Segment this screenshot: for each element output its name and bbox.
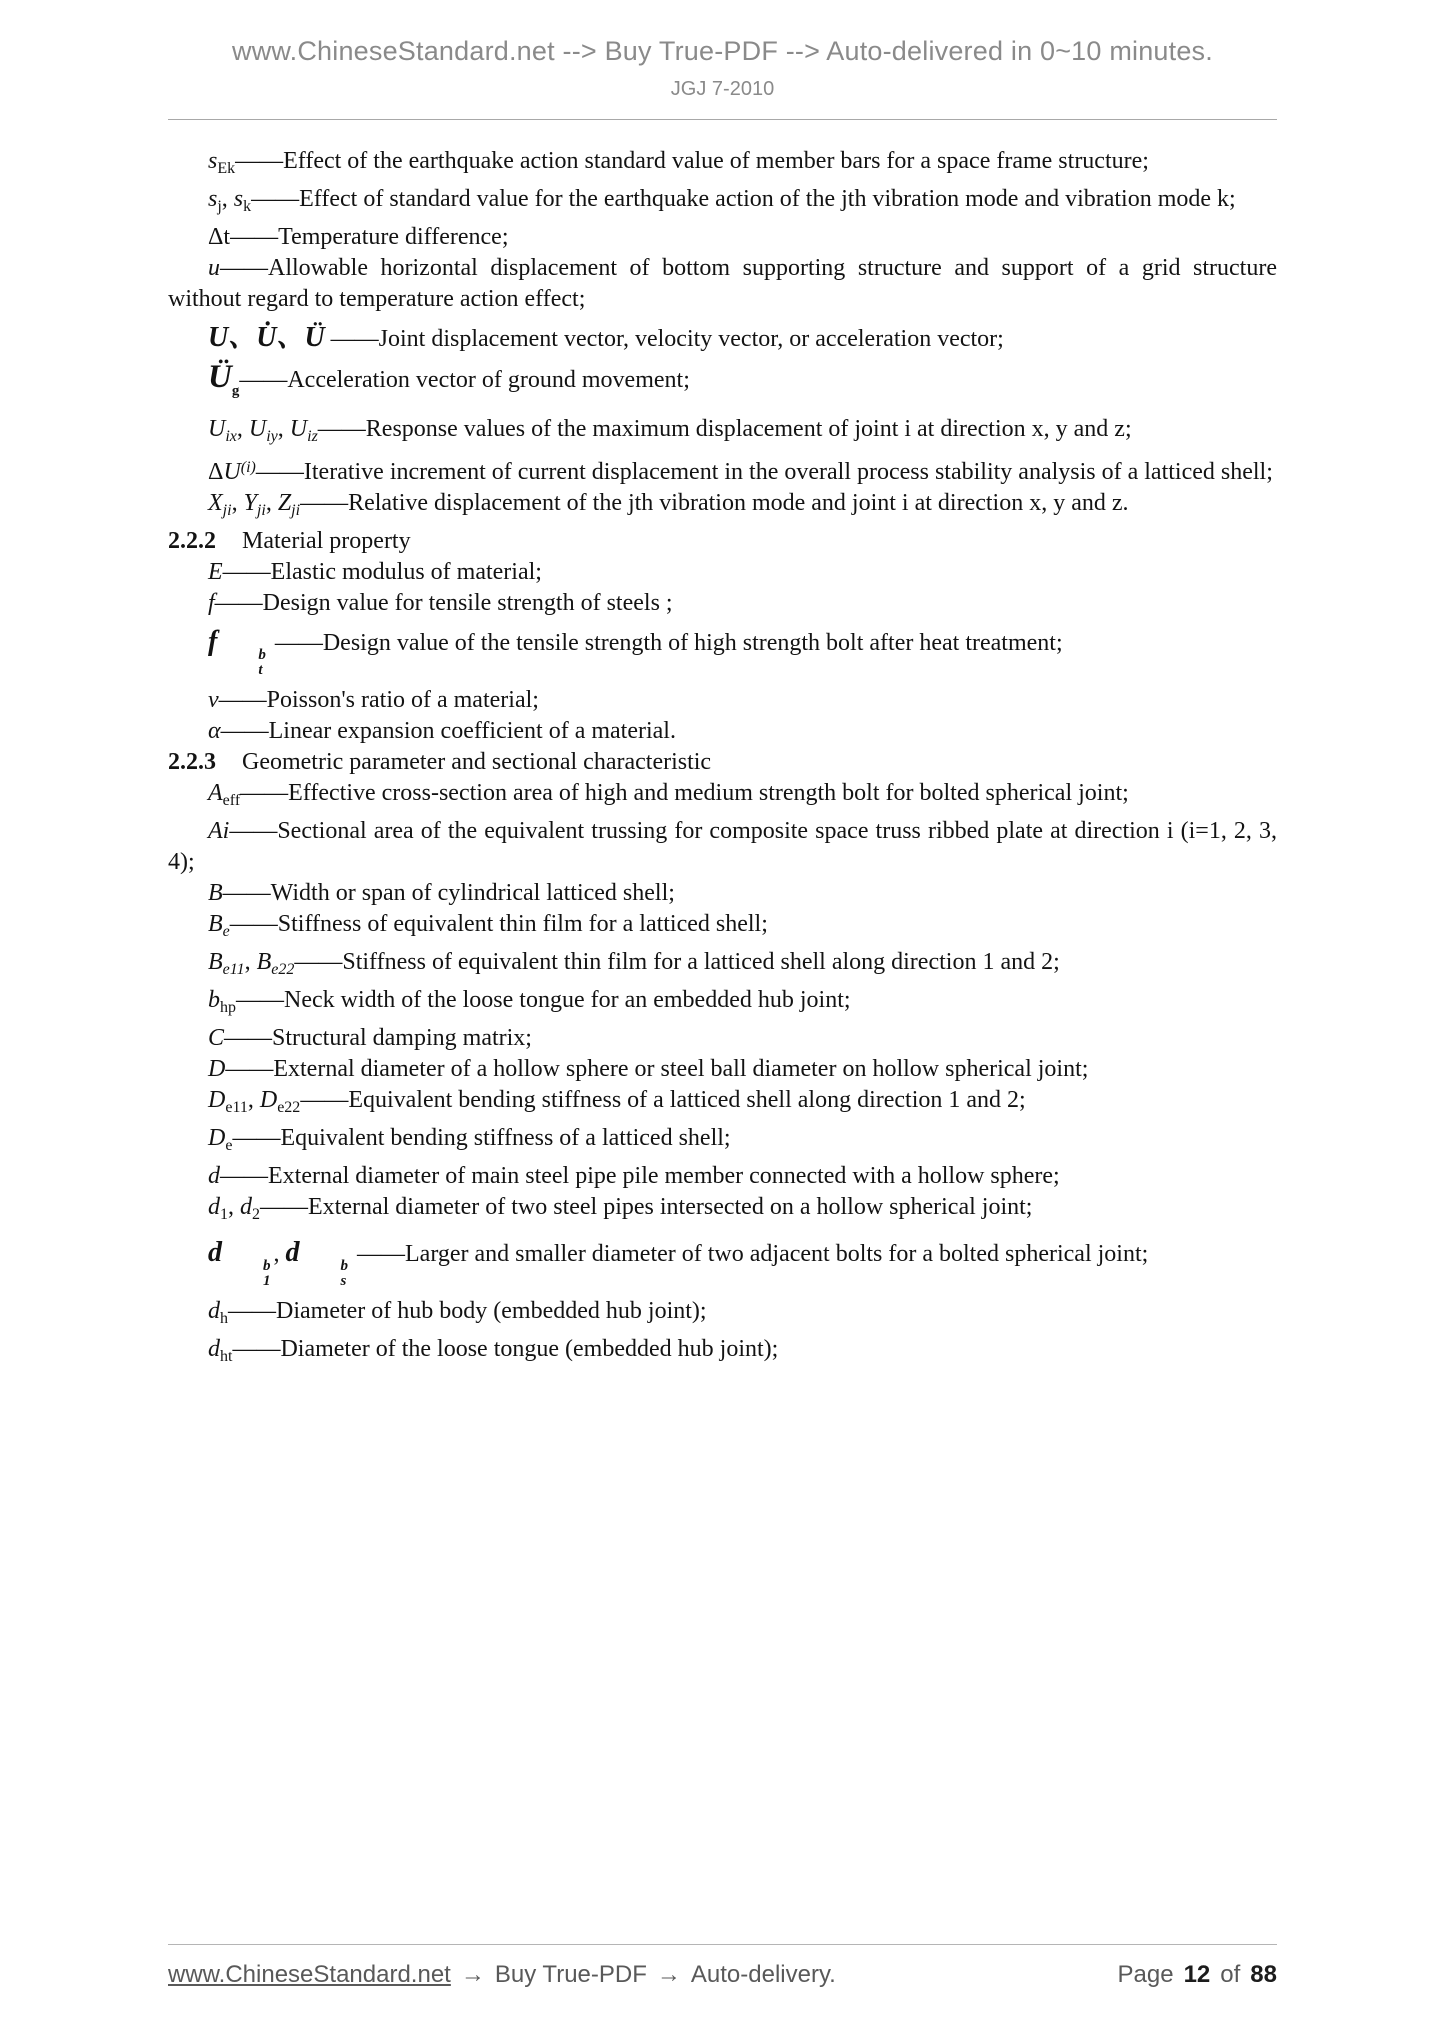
text-run: d bbox=[208, 1237, 222, 1268]
text-run: α bbox=[208, 718, 221, 744]
definition-paragraph bbox=[168, 452, 1277, 488]
text-run: ——Sectional area of the equivalent trussing for composite space truss ribbed plate at direction i (i=1, 2, 3, 4); bbox=[168, 818, 1277, 875]
text-run: ji bbox=[256, 502, 266, 519]
text-run: ——Response values of the maximum displacement of joint i at direction x, y and z; bbox=[317, 416, 1132, 442]
definition-paragraph bbox=[168, 626, 1277, 678]
text-run: ——Stiffness of equivalent thin film for a latticed shell along direction 1 and 2; bbox=[294, 949, 1060, 975]
definition-paragraph bbox=[168, 685, 1277, 716]
footer-divider bbox=[168, 1944, 1277, 1945]
header-doc-number: JGJ 7-2010 bbox=[670, 78, 775, 100]
text-run: D bbox=[208, 1056, 226, 1082]
definition-paragraph bbox=[168, 1161, 1277, 1192]
text-run: e22 bbox=[277, 1099, 301, 1116]
footer-page-label: Page bbox=[1117, 1961, 1174, 1988]
text-run: ——Larger and smaller diameter of two adjacent bolts for a bolted spherical joint; bbox=[351, 1241, 1149, 1267]
text-run: U、U̇、Ü bbox=[208, 322, 325, 353]
text-run: eff bbox=[222, 792, 241, 809]
section-heading bbox=[168, 747, 1277, 778]
definition-paragraph bbox=[168, 778, 1277, 816]
text-run: , bbox=[273, 1241, 286, 1267]
text-run: Material property bbox=[242, 528, 411, 554]
definition-paragraph bbox=[168, 816, 1277, 878]
definition-paragraph bbox=[168, 557, 1277, 588]
text-run: u bbox=[208, 255, 220, 281]
text-run: X bbox=[208, 490, 223, 516]
definition-paragraph bbox=[168, 1023, 1277, 1054]
definitions-list bbox=[168, 146, 1277, 1372]
text-run: , bbox=[228, 1194, 240, 1220]
text-run: e22 bbox=[271, 961, 295, 978]
text-run: Geometric parameter and sectional characteristic bbox=[242, 749, 712, 775]
definition-paragraph bbox=[168, 947, 1277, 985]
definition-paragraph bbox=[168, 322, 1277, 355]
formula-supsub: b t bbox=[258, 647, 266, 678]
text-run: d bbox=[208, 1194, 220, 1220]
text-run: v bbox=[208, 687, 219, 713]
text-run: U bbox=[208, 416, 226, 442]
text-run: ——Effect of standard value for the earthquake action of the jth vibration mode and vibration mode k; bbox=[251, 186, 1236, 212]
definition-paragraph bbox=[168, 1237, 1277, 1289]
text-run: C bbox=[208, 1025, 225, 1051]
text-run: 1 bbox=[220, 1206, 228, 1223]
definition-paragraph bbox=[168, 253, 1277, 315]
footer-page-indicator bbox=[1118, 1961, 1277, 1989]
text-run: h bbox=[220, 1310, 228, 1327]
footer-page-total: 88 bbox=[1250, 1961, 1277, 1988]
footer-page-number: 12 bbox=[1183, 1961, 1211, 1988]
text-run: s bbox=[208, 148, 218, 174]
text-run: ——External diameter of two steel pipes intersected on a hollow spherical joint; bbox=[260, 1194, 1033, 1220]
text-run: Δt——Temperature difference; bbox=[208, 224, 509, 250]
text-run: ji bbox=[222, 502, 232, 519]
text-run: s bbox=[208, 186, 218, 212]
text-run: d bbox=[208, 1336, 220, 1362]
definition-paragraph bbox=[168, 146, 1277, 184]
text-run: (i) bbox=[240, 459, 256, 476]
text-run: U bbox=[289, 416, 308, 442]
definition-paragraph bbox=[168, 488, 1277, 526]
text-run: ——Joint displacement vector, velocity vector, or acceleration vector; bbox=[324, 326, 1004, 352]
text-run: s bbox=[233, 186, 244, 212]
text-run: d bbox=[208, 1298, 220, 1324]
footer-delivery-text: Auto-delivery. bbox=[690, 1961, 836, 1988]
text-run: ——Structural damping matrix; bbox=[224, 1025, 532, 1051]
text-run: Ü bbox=[208, 359, 232, 395]
text-run: f bbox=[208, 626, 218, 657]
text-run: e bbox=[225, 1137, 233, 1154]
text-run: Ai bbox=[208, 818, 230, 844]
text-run: ——Design value for tensile strength of steels ; bbox=[214, 590, 673, 616]
text-run: B bbox=[208, 880, 223, 906]
definition-paragraph bbox=[168, 1085, 1277, 1123]
arrow-right-icon: → bbox=[656, 1961, 681, 1988]
text-run: e bbox=[222, 923, 230, 940]
text-run: d bbox=[285, 1237, 300, 1268]
definition-paragraph bbox=[168, 184, 1277, 222]
text-run: ——Equivalent bending stiffness of a latticed shell along direction 1 and 2; bbox=[300, 1087, 1026, 1113]
text-run: U bbox=[248, 416, 267, 442]
page-header bbox=[0, 36, 1445, 101]
text-run: ——Iterative increment of current displacement in the overall process stability analysis of a latticed shell; bbox=[255, 459, 1273, 485]
text-run: ——Diameter of the loose tongue (embedded hub joint); bbox=[232, 1336, 779, 1362]
footer-left-group bbox=[168, 1961, 836, 1989]
text-run: ——Stiffness of equivalent thin film for a latticed shell; bbox=[229, 911, 768, 937]
text-run: E bbox=[208, 559, 223, 585]
text-run: b bbox=[208, 987, 220, 1013]
text-run: ——Allowable horizontal displacement of bottom supporting structure and support of a grid structure without regard to temperature action effect; bbox=[168, 255, 1277, 312]
footer-of-label: of bbox=[1220, 1961, 1241, 1988]
text-run: A bbox=[208, 780, 223, 806]
text-run: D bbox=[259, 1087, 278, 1113]
text-run: ji bbox=[291, 502, 301, 519]
text-run: U bbox=[223, 459, 241, 485]
text-run: D bbox=[208, 1125, 226, 1151]
text-run: , bbox=[221, 186, 234, 212]
text-run: ——Equivalent bending stiffness of a latticed shell; bbox=[232, 1125, 731, 1151]
header-banner-text: www.ChineseStandard.net --> Buy True-PDF --> Auto-delivered in 0~10 minutes. bbox=[232, 36, 1213, 66]
definition-paragraph bbox=[168, 359, 1277, 407]
text-run: ——Linear expansion coefficient of a material. bbox=[220, 718, 676, 744]
text-run: 2.2.3 bbox=[168, 749, 216, 775]
section-heading bbox=[168, 526, 1277, 557]
text-run: , bbox=[277, 416, 290, 442]
formula-supsub: b s bbox=[340, 1258, 348, 1289]
text-run: j bbox=[217, 198, 222, 215]
text-run: ——Diameter of hub body (embedded hub joint); bbox=[228, 1298, 707, 1324]
text-run: ——External diameter of main steel pipe pile member connected with a hollow sphere; bbox=[220, 1163, 1060, 1189]
text-run: e11 bbox=[222, 961, 245, 978]
definition-paragraph bbox=[168, 909, 1277, 947]
definition-paragraph bbox=[168, 985, 1277, 1023]
text-run: Z bbox=[277, 490, 292, 516]
text-run: , bbox=[231, 490, 244, 516]
text-run: ——Acceleration vector of ground movement; bbox=[239, 367, 690, 393]
text-run: ——Design value of the tensile strength of high strength bolt after heat treatment; bbox=[268, 630, 1063, 656]
definition-paragraph bbox=[168, 1296, 1277, 1334]
footer-site-link[interactable]: www.ChineseStandard.net bbox=[168, 1961, 451, 1988]
definition-paragraph bbox=[168, 1123, 1277, 1161]
text-run: D bbox=[208, 1087, 226, 1113]
text-run: g bbox=[231, 383, 240, 399]
definition-paragraph bbox=[168, 414, 1277, 452]
text-run: ——Effective cross-section area of high and medium strength bolt for bolted spherical joint; bbox=[240, 780, 1129, 806]
text-run: ——Poisson's ratio of a material; bbox=[218, 687, 539, 713]
text-run: Δ bbox=[208, 459, 224, 485]
text-run: k bbox=[243, 198, 252, 215]
definition-paragraph bbox=[168, 588, 1277, 619]
text-run: ——Neck width of the loose tongue for an embedded hub joint; bbox=[236, 987, 851, 1013]
text-run: 2 bbox=[252, 1206, 260, 1223]
text-run: ——Elastic modulus of material; bbox=[222, 559, 542, 585]
text-run: iz bbox=[307, 428, 318, 445]
text-run: d bbox=[208, 1163, 220, 1189]
text-run: , bbox=[244, 949, 257, 975]
footer-buy-text: Buy True-PDF bbox=[494, 1961, 647, 1988]
text-run: , bbox=[265, 490, 278, 516]
text-run: 2.2.2 bbox=[168, 528, 216, 554]
text-run: f bbox=[208, 590, 215, 616]
text-run: hp bbox=[220, 999, 236, 1016]
text-run: e11 bbox=[225, 1099, 248, 1116]
text-run: iy bbox=[266, 428, 278, 445]
text-run: d bbox=[240, 1194, 252, 1220]
text-run: ix bbox=[225, 428, 237, 445]
header-divider bbox=[168, 119, 1277, 120]
text-run: , bbox=[247, 1087, 260, 1113]
definition-paragraph bbox=[168, 1192, 1277, 1230]
definition-paragraph bbox=[168, 1054, 1277, 1085]
text-run: B bbox=[256, 949, 272, 975]
definition-paragraph bbox=[168, 1334, 1277, 1372]
definition-paragraph bbox=[168, 222, 1277, 253]
text-run: ——Relative displacement of the jth vibration mode and joint i at direction x, y and z. bbox=[300, 490, 1129, 516]
text-run: B bbox=[208, 911, 223, 937]
text-run: B bbox=[208, 949, 223, 975]
formula-supsub: b 1 bbox=[263, 1258, 271, 1289]
definition-paragraph bbox=[168, 716, 1277, 747]
text-run: ——Effect of the earthquake action standard value of member bars for a space frame structure; bbox=[235, 148, 1149, 174]
text-run: ——External diameter of a hollow sphere or steel ball diameter on hollow spherical joint; bbox=[225, 1056, 1089, 1082]
page-footer bbox=[168, 1961, 1277, 1989]
text-run: Ek bbox=[217, 160, 236, 177]
arrow-right-icon: → bbox=[460, 1961, 485, 1988]
definition-paragraph bbox=[168, 878, 1277, 909]
text-run: Y bbox=[243, 490, 257, 516]
text-run: ht bbox=[220, 1348, 233, 1365]
text-run: , bbox=[236, 416, 249, 442]
text-run: ——Width or span of cylindrical latticed shell; bbox=[222, 880, 675, 906]
